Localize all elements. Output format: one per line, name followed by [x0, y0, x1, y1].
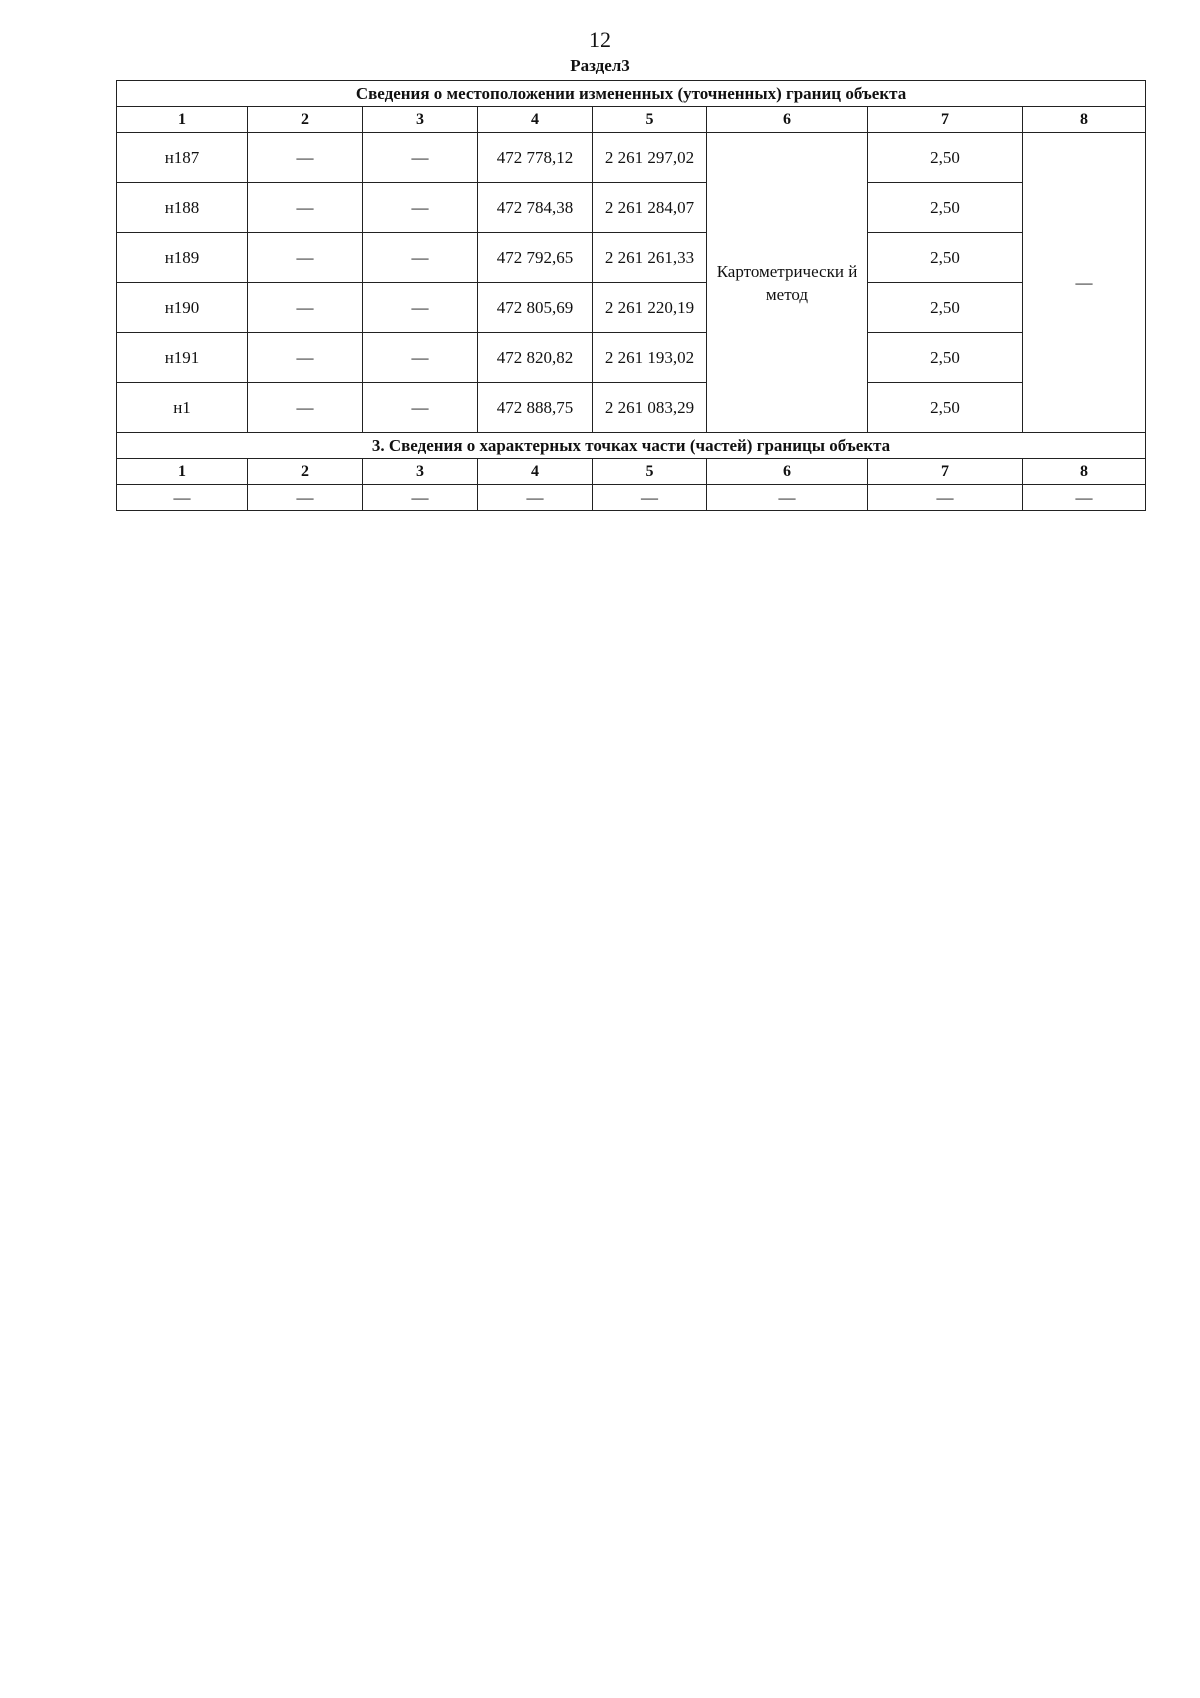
table-row [117, 233, 1146, 283]
col8-cell: — [1023, 133, 1146, 433]
column-number: 6 [707, 459, 868, 485]
coordinate-y: 2 261 220,19 [593, 283, 707, 333]
cell-value: — [248, 283, 363, 333]
accuracy-value: 2,50 [868, 333, 1023, 383]
cell-value: — [868, 485, 1023, 511]
cell-value: — [363, 233, 478, 283]
coordinate-y: 2 261 297,02 [593, 133, 707, 183]
coordinate-y: 2 261 261,33 [593, 233, 707, 283]
table-row [117, 485, 1146, 511]
column-number: 1 [117, 107, 248, 133]
column-number: 4 [478, 107, 593, 133]
cell-value: — [363, 333, 478, 383]
cell-value: — [248, 233, 363, 283]
cell-value: — [248, 333, 363, 383]
table-row [117, 333, 1146, 383]
table-row [117, 383, 1146, 433]
column-number: 2 [248, 459, 363, 485]
cell-value: — [363, 283, 478, 333]
section-title: Раздел3 [570, 56, 630, 75]
coordinate-y: 2 261 083,29 [593, 383, 707, 433]
table2-title: 3. Сведения о характерных точках части (частей) границы объекта [117, 433, 1146, 459]
cell-value: — [478, 485, 593, 511]
column-number: 4 [478, 459, 593, 485]
method-cell: Картометрически й метод [707, 133, 868, 433]
cell-value: — [593, 485, 707, 511]
table1-title: Сведения о местоположении измененных (уточненных) границ объекта [117, 81, 1146, 107]
column-number: 8 [1023, 459, 1146, 485]
cell-value: — [248, 383, 363, 433]
cell-value: — [248, 183, 363, 233]
column-number: 3 [363, 459, 478, 485]
point-name: н188 [117, 183, 248, 233]
point-name: н187 [117, 133, 248, 183]
table-row [117, 283, 1146, 333]
column-number: 7 [868, 107, 1023, 133]
column-number: 1 [117, 459, 248, 485]
column-number: 5 [593, 107, 707, 133]
cell-value: — [363, 383, 478, 433]
coordinate-x: 472 784,38 [478, 183, 593, 233]
boundary-table [116, 80, 1146, 511]
coordinate-x: 472 820,82 [478, 333, 593, 383]
table-row [117, 183, 1146, 233]
accuracy-value: 2,50 [868, 183, 1023, 233]
column-number: 5 [593, 459, 707, 485]
page-number: 12 [589, 27, 611, 52]
cell-value: — [363, 133, 478, 183]
coordinate-x: 472 778,12 [478, 133, 593, 183]
point-name: н1 [117, 383, 248, 433]
point-name: н189 [117, 233, 248, 283]
cell-value: — [248, 485, 363, 511]
accuracy-value: 2,50 [868, 283, 1023, 333]
cell-value: — [363, 183, 478, 233]
coordinate-x: 472 888,75 [478, 383, 593, 433]
column-number: 7 [868, 459, 1023, 485]
accuracy-value: 2,50 [868, 383, 1023, 433]
cell-value: — [117, 485, 248, 511]
column-number: 6 [707, 107, 868, 133]
coordinate-x: 472 805,69 [478, 283, 593, 333]
table-row [117, 133, 1146, 183]
accuracy-value: 2,50 [868, 233, 1023, 283]
cell-value: — [1023, 485, 1146, 511]
coordinate-y: 2 261 284,07 [593, 183, 707, 233]
cell-value: — [363, 485, 478, 511]
column-number: 2 [248, 107, 363, 133]
column-number: 8 [1023, 107, 1146, 133]
column-number: 3 [363, 107, 478, 133]
cell-value: — [707, 485, 868, 511]
cell-value: — [248, 133, 363, 183]
coordinate-y: 2 261 193,02 [593, 333, 707, 383]
point-name: н190 [117, 283, 248, 333]
coordinate-x: 472 792,65 [478, 233, 593, 283]
accuracy-value: 2,50 [868, 133, 1023, 183]
point-name: н191 [117, 333, 248, 383]
